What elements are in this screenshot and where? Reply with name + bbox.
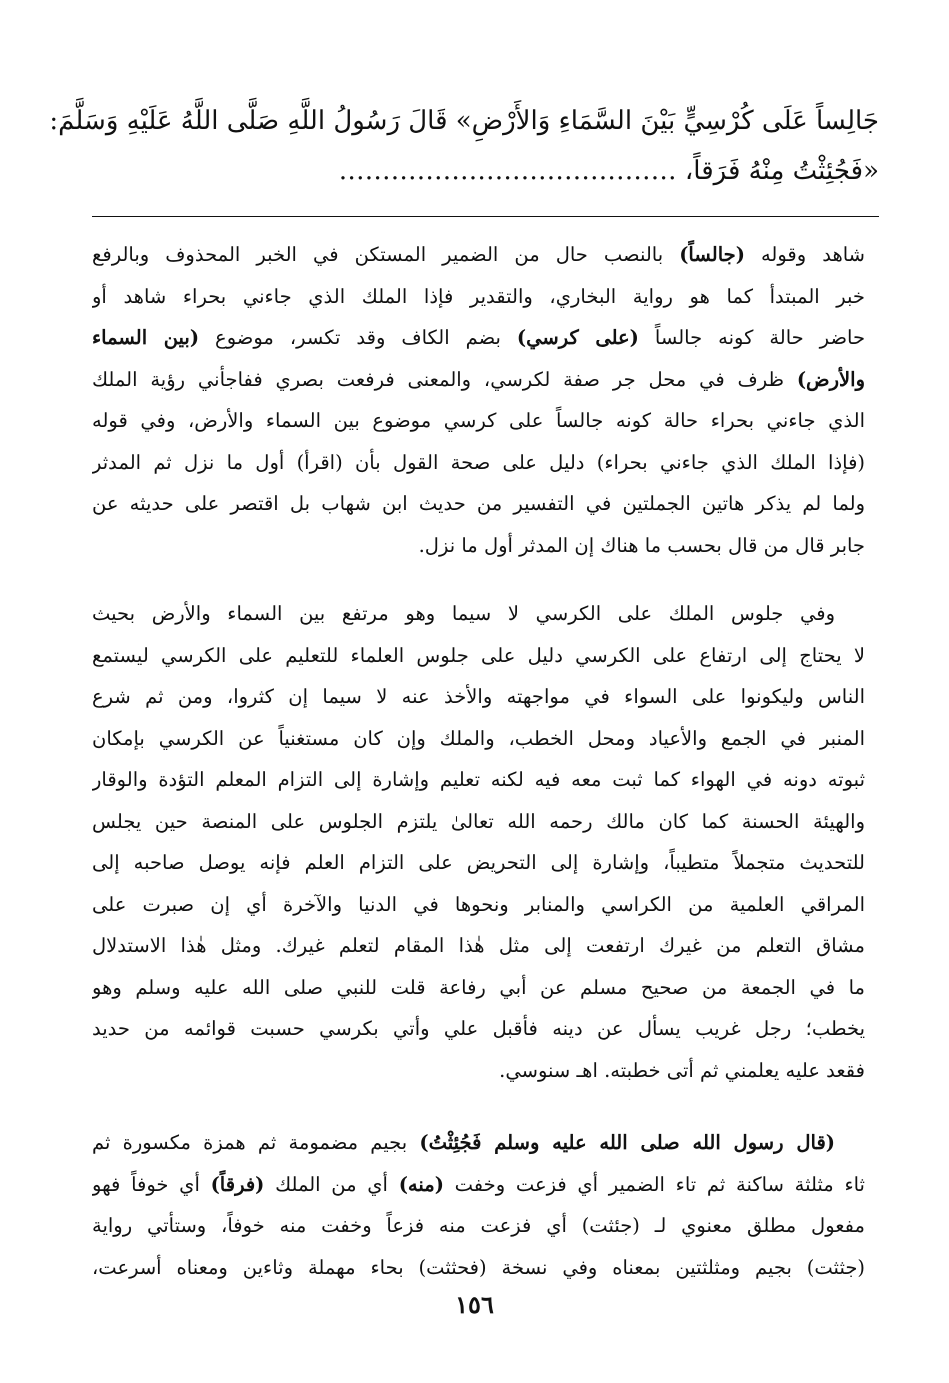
hadith-line-1: جَالِساً عَلَى كُرْسِيٍّ بَيْنَ السَّمَاءِ وَالأَرْضِ» قَالَ رَسُولُ اللَّهِ صَلَّى اللَّهُ عَلَيْهِ وَسَلَّمَ: [49,106,879,136]
text-line [92,593,865,635]
bold-phrase: (فرقاً) [210,1172,265,1196]
text-line [92,276,865,318]
text-run: يخطب؛ رجل غريب يسأل عن دينه فأقبل علي وأتي بكرسي حسبت قوائمه من حديد [92,1017,865,1040]
text-line [92,483,865,525]
hadith-line-2-text: «فَجُئِثْتُ مِنْهُ فَرَقاً، [684,156,879,186]
text-run: مشاق التعلم من غيرك ارتفعت إلى مثل هٰذا المقام لتعلم غيرك. ومثل هٰذا الاستدلال [92,934,865,957]
text-run: بالنصب حال من الضمير المستكن في الخبر المحذوف وبالرفع [92,243,680,266]
text-run: والهيئة الحسنة كما كان مالك رحمه الله تعالىٰ يلتزم الجلوس على المنصة حين يجلس [92,809,865,833]
text-line [92,1008,865,1050]
text-line [92,925,865,967]
bold-phrase: (قال رسول الله صلى الله عليه وسلم فَجُئِثْتُ) [419,1131,835,1154]
text-run: (جثثت) بجيم ومثلثتين بمعناه وفي نسخة (فحثثت) بحاء مهملة وثاءين ومعناه أسرعت، [92,1255,865,1279]
text-line [92,842,865,884]
text-line [92,1164,865,1206]
text-run: خبر المبتدأ كما هو رواية البخاري، والتقدير فإذا الملك الذي جاءني بحراء شاهد أو [92,284,865,308]
text-run: حاضر حالة كونه جالساً [638,326,865,349]
dotted-leader: ………………………………… [338,156,677,186]
text-run: فقعد عليه يعلمني ثم أتى خطبته. اهـ سنوسي. [499,1058,865,1082]
text-run: وفي جلوس الملك على الكرسي لا سيما وهو مرتفع بين السماء والأرض بحيث [92,602,835,625]
commentary-paragraph-1 [92,234,865,566]
text-run: المنبر في الجمع والأعياد ومحل الخطب، والملك وإن كان مستغنياً عن الكرسي بإمكان [92,726,865,750]
text-line [92,1205,865,1247]
text-run: ظرف في محل جر صفة لكرسي، والمعنى فرفعت بصري ففاجأني رؤية الملك [92,367,797,391]
commentary-paragraph-2 [92,593,865,1091]
hadith-text [49,96,879,196]
text-run: لا يحتاج إلى ارتفاع على الكرسي دليل على جلوس العلماء للتعليم على الكرسي ليستمع [92,643,865,667]
text-line [92,1247,865,1289]
text-run: بجيم مضمومة ثم همزة مكسورة ثم [92,1131,420,1154]
text-run: الناس وليكونوا على السواء في مواجهته والأخذ عنه لا سيما إن كثروا، ومن ثم شرع [92,685,865,708]
text-run: أي من الملك [264,1172,399,1196]
text-line [92,317,865,359]
bold-phrase: (على كرسي) [516,326,639,349]
text-run: ثاء مثلثة ساكنة ثم تاء الضمير أي فزعت وخفت [443,1172,865,1196]
text-line [92,676,865,718]
page-number: ١٥٦ [455,1290,494,1319]
commentary-text [92,234,865,1288]
text-run: أي خوفاً فهو [92,1172,211,1196]
commentary-paragraph-3 [92,1122,865,1288]
text-line [92,400,865,442]
text-run: جابر قال من قال بحسب ما هناك إن المدثر أول ما نزل. [418,533,865,557]
text-run: للتحديث متجملاً متطيباً، وإشارة إلى التحريض على التزام العلم فإنه يوصل صاحبه إلى [92,851,865,874]
footnote-separator [92,216,879,217]
text-run: الذي جاءني بحراء حالة كونه جالساً على كرسي موضوع بين السماء والأرض، وفي قوله [92,409,865,432]
text-line [92,442,865,484]
text-run: بضم الكاف وقد تكسر، موضوع [199,326,517,349]
hadith-line-2 [92,146,879,196]
text-line [92,359,865,401]
text-run: ثبوته دونه في الهواء كما ثبت معه فيه لكنه تعليم وإشارة إلى التزام المعلم التؤدة والوقار [92,768,865,791]
bold-phrase: (جالساً) [679,243,745,266]
text-line [92,718,865,760]
text-line [92,234,865,276]
text-run: ما في الجمعة من صحيح مسلم عن أبي رفاعة قلت للنبي صلى الله عليه وسلم وهو [92,975,865,999]
text-line [92,1122,865,1164]
bold-phrase: (منه) [398,1172,444,1196]
text-line [92,801,865,843]
text-run: شاهد وقوله [744,243,865,266]
bold-phrase: (بين السماء [92,326,200,349]
text-line [92,884,865,926]
text-line [92,967,865,1009]
text-run: (فإذا الملك الذي جاءني بحراء) دليل على صحة القول بأن (اقرأ) أول ما نزل ثم المدثر [92,450,865,474]
text-run: ولما لم يذكر هاتين الجملتين في التفسير من حديث ابن شهاب بل اقتصر على حديثه عن [92,492,865,515]
text-line [92,759,865,801]
text-line [92,635,865,677]
bold-phrase: والأرض) [796,367,865,391]
text-run: المراقي العلمية من الكراسي والمنابر ونحوها في الدنيا والآخرة أي إن صبرت على [92,892,865,916]
text-line [92,1050,865,1092]
text-run: مفعول مطلق معنوي لـ (جئثت) أي فزعت منه فزعاً وخفت منه خوفاً، وستأتي رواية [92,1214,865,1237]
text-line [92,525,865,567]
